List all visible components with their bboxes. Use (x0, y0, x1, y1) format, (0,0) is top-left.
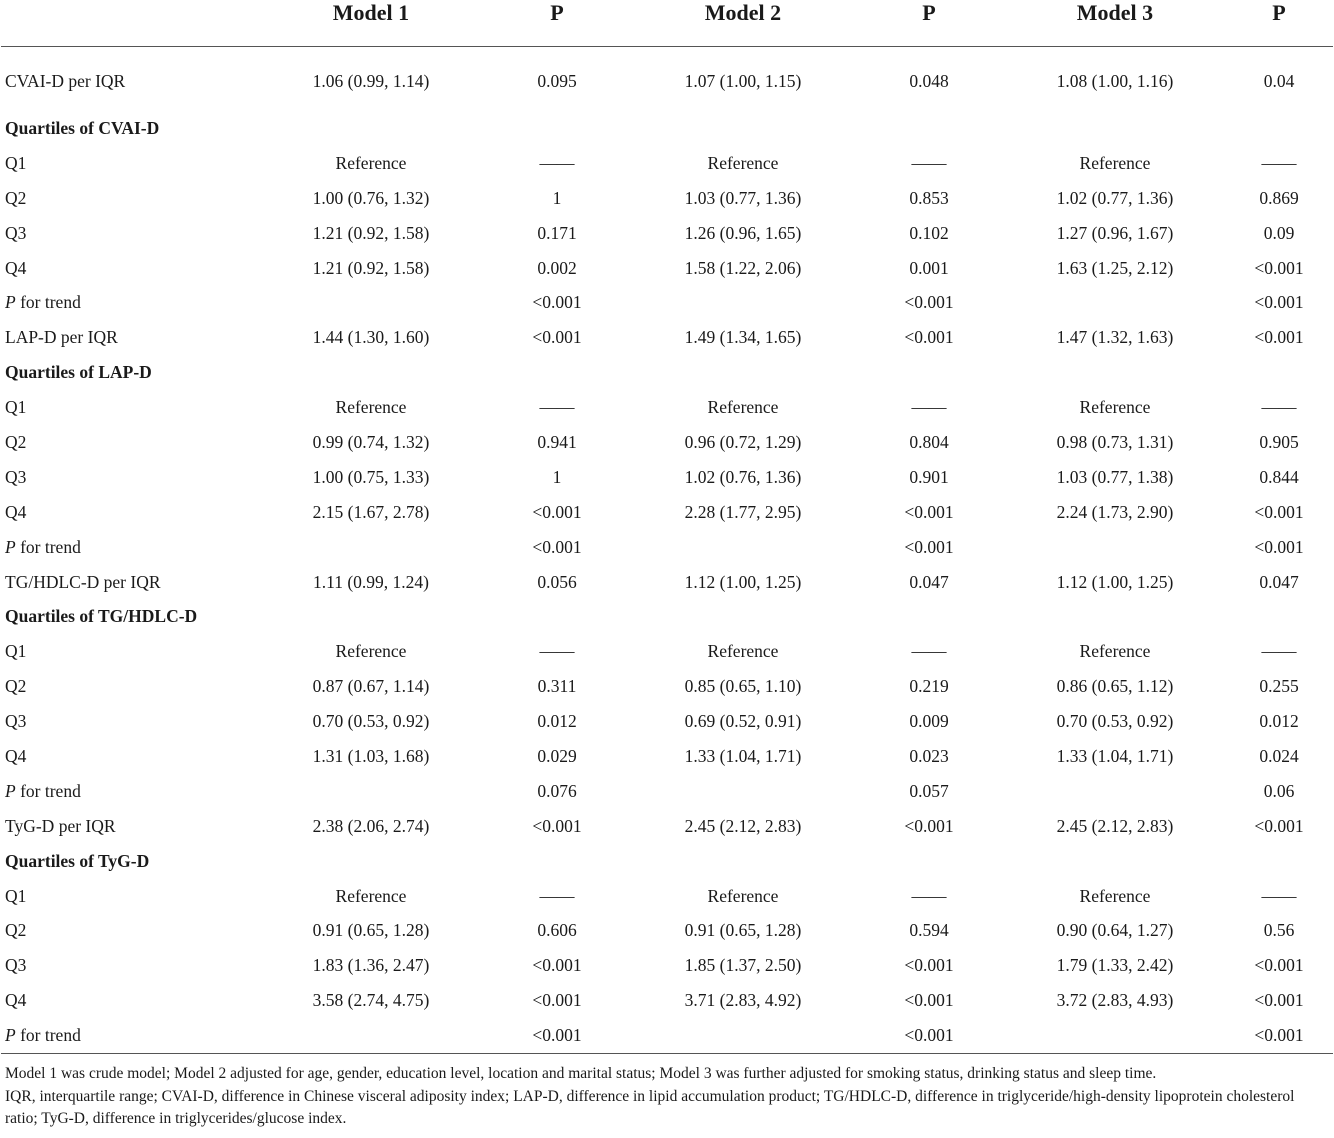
row-label: Q3 (5, 955, 27, 976)
cell-model-2-or: 0.96 (0.72, 1.29) (684, 431, 802, 452)
cell-model-3-p: 0.56 (1263, 920, 1295, 941)
cell-model-1-p: 0.311 (537, 676, 577, 697)
row-label-p: P (5, 780, 16, 801)
cell-model-3-p: <0.001 (1254, 536, 1304, 557)
cell-model-2-or: 1.03 (0.77, 1.36) (684, 187, 802, 208)
cell-model-2-or: Reference (707, 885, 779, 906)
trend-row (1, 530, 1333, 565)
cell-model-2-or: 1.49 (1.34, 1.65) (684, 327, 802, 348)
cell-model-3-p: <0.001 (1254, 990, 1304, 1011)
cell-model-1-or: Reference (335, 397, 407, 418)
cell-model-1-or: 0.87 (0.67, 1.14) (312, 676, 430, 697)
row-label (1, 285, 261, 320)
cell-model-3-p: —— (1261, 152, 1297, 173)
cell-model-2-or (633, 355, 853, 390)
cell-model-2-p: 0.853 (909, 187, 949, 208)
row-label: Quartiles of TG/HDLC-D (5, 606, 198, 627)
row-label: Q2 (5, 676, 27, 697)
cell-model-2-or: 1.33 (1.04, 1.71) (684, 745, 802, 766)
cell-model-2-p: 0.901 (909, 466, 949, 487)
row-label-text: for trend (15, 1025, 81, 1046)
trend-row (1, 774, 1333, 809)
cell-model-3-p: —— (1261, 641, 1297, 662)
cell-model-1-p: —— (539, 397, 575, 418)
cell-model-1-or (261, 285, 481, 320)
cell-model-3-p: 0.869 (1259, 187, 1299, 208)
row-label: TyG-D per IQR (5, 815, 116, 836)
cell-model-2-or: 1.02 (0.76, 1.36) (684, 466, 802, 487)
cell-model-2-or (633, 774, 853, 809)
cell-model-1-or: 1.21 (0.92, 1.58) (312, 222, 430, 243)
trend-row (1, 1018, 1333, 1053)
cell-model-2-p: 0.057 (909, 780, 949, 801)
cell-model-1-or: 1.44 (1.30, 1.60) (312, 327, 430, 348)
cell-model-3-p (1225, 355, 1333, 390)
cell-model-2-p (853, 844, 1005, 879)
header-model-2: Model 2 (633, 0, 853, 47)
cell-model-2-p: <0.001 (904, 292, 954, 313)
cell-model-3-or (1005, 285, 1225, 320)
cell-model-3-or: 1.03 (0.77, 1.38) (1056, 466, 1174, 487)
header-row (1, 0, 1333, 47)
cell-model-3-p: 0.905 (1259, 431, 1299, 452)
row-label-p: P (5, 536, 16, 557)
cell-model-3-p: <0.001 (1254, 955, 1304, 976)
cell-model-2-p: 0.048 (909, 70, 949, 91)
cell-model-2-p: <0.001 (904, 955, 954, 976)
cell-model-3-p: 0.047 (1259, 571, 1299, 592)
row-label: Q4 (5, 990, 27, 1011)
cell-model-2-p: —— (911, 152, 947, 173)
cell-model-3-p: 0.255 (1259, 676, 1299, 697)
row-label (1, 774, 261, 809)
cell-model-3-or: 1.08 (1.00, 1.16) (1056, 70, 1174, 91)
cell-model-3-or (1005, 1018, 1225, 1053)
row-label-text: for trend (15, 292, 81, 313)
cell-model-1-or: 1.06 (0.99, 1.14) (312, 70, 430, 91)
table-row (1, 460, 1333, 495)
cell-model-3-or (1005, 111, 1225, 146)
row-label: Q2 (5, 187, 27, 208)
cell-model-2-or (633, 844, 853, 879)
cell-model-3-or: 1.12 (1.00, 1.25) (1056, 571, 1174, 592)
header-p-3: P (1225, 0, 1333, 47)
row-label: Quartiles of CVAI-D (5, 117, 160, 138)
cell-model-3-p: 0.06 (1263, 780, 1295, 801)
cell-model-3-p: —— (1261, 885, 1297, 906)
cell-model-1-or: 1.21 (0.92, 1.58) (312, 257, 430, 278)
cell-model-1-p: 0.002 (537, 257, 577, 278)
cell-model-2-or (633, 285, 853, 320)
row-label (1, 1018, 261, 1053)
cell-model-1-p: 0.076 (537, 780, 577, 801)
cell-model-2-p: 0.047 (909, 571, 949, 592)
results-table (1, 0, 1333, 1054)
cell-model-2-or: 1.12 (1.00, 1.25) (684, 571, 802, 592)
footnote-abbreviations: IQR, interquartile range; CVAI-D, difference in Chinese visceral adiposity index; LAP-D, difference in lipid accumulation product; TG/HDLC-D, difference in triglyceride/high-density lipoprotein cholesterol ratio; TyG-D, difference in triglycerides/glucose index. (5, 1087, 1295, 1127)
table-row (1, 146, 1333, 181)
cell-model-3-or: Reference (1079, 397, 1151, 418)
row-label: Q1 (5, 885, 27, 906)
cell-model-2-or: 1.07 (1.00, 1.15) (684, 70, 802, 91)
cell-model-2-or: Reference (707, 641, 779, 662)
cell-model-1-p: <0.001 (532, 990, 582, 1011)
header-model-1: Model 1 (261, 0, 481, 47)
cell-model-1-or (261, 530, 481, 565)
cell-model-3-p (1225, 844, 1333, 879)
cell-model-3-p (1225, 111, 1333, 146)
row-label-p: P (5, 1025, 16, 1046)
cell-model-1-p: <0.001 (532, 501, 582, 522)
header-p-1: P (481, 0, 633, 47)
cell-model-3-p: 0.844 (1259, 466, 1299, 487)
cell-model-3-or (1005, 530, 1225, 565)
cell-model-2-or: 1.85 (1.37, 2.50) (684, 955, 802, 976)
cell-model-2-or: 3.71 (2.83, 4.92) (684, 990, 802, 1011)
cell-model-2-p: <0.001 (904, 327, 954, 348)
table-row (1, 879, 1333, 914)
table-row (1, 948, 1333, 983)
header-p-2: P (853, 0, 1005, 47)
cell-model-1-p (481, 111, 633, 146)
cell-model-1-p: —— (539, 885, 575, 906)
table-row (1, 809, 1333, 844)
cell-model-1-p: 0.056 (537, 571, 577, 592)
cell-model-3-or: 0.90 (0.64, 1.27) (1056, 920, 1174, 941)
cell-model-1-or: 1.00 (0.76, 1.32) (312, 187, 430, 208)
cell-model-1-or: Reference (335, 885, 407, 906)
cell-model-1-p: —— (539, 152, 575, 173)
cell-model-1-or: 1.00 (0.75, 1.33) (312, 466, 430, 487)
cell-model-1-p: <0.001 (532, 327, 582, 348)
row-label: Q4 (5, 257, 27, 278)
table-row (1, 47, 1333, 112)
header-label (1, 0, 261, 47)
cell-model-3-p (1225, 599, 1333, 634)
cell-model-1-or (261, 1018, 481, 1053)
cell-model-1-p: —— (539, 641, 575, 662)
cell-model-1-or: 0.99 (0.74, 1.32) (312, 431, 430, 452)
cell-model-1-or: 1.31 (1.03, 1.68) (312, 745, 430, 766)
cell-model-3-or: Reference (1079, 152, 1151, 173)
cell-model-2-p: <0.001 (904, 990, 954, 1011)
cell-model-2-p: 0.001 (909, 257, 949, 278)
cell-model-1-or: 0.70 (0.53, 0.92) (312, 711, 430, 732)
cell-model-1-p: 1 (552, 187, 562, 208)
cell-model-3-or: 1.47 (1.32, 1.63) (1056, 327, 1174, 348)
table-row (1, 913, 1333, 948)
cell-model-2-p (853, 599, 1005, 634)
table-row (1, 181, 1333, 216)
cell-model-1-or: 2.15 (1.67, 2.78) (312, 501, 430, 522)
cell-model-1-p: <0.001 (532, 815, 582, 836)
cell-model-1-or (261, 111, 481, 146)
cell-model-2-or (633, 599, 853, 634)
table-row (1, 983, 1333, 1018)
row-label-text: for trend (15, 780, 81, 801)
row-label: Q1 (5, 397, 27, 418)
cell-model-3-or: 0.70 (0.53, 0.92) (1056, 711, 1174, 732)
row-label: Q2 (5, 431, 27, 452)
cell-model-2-p: 0.009 (909, 711, 949, 732)
cell-model-1-p: 0.012 (537, 711, 577, 732)
cell-model-1-or: 1.11 (0.99, 1.24) (312, 571, 429, 592)
cell-model-2-or: 1.26 (0.96, 1.65) (684, 222, 802, 243)
cell-model-3-or: 1.79 (1.33, 2.42) (1056, 955, 1174, 976)
table-row (1, 425, 1333, 460)
cell-model-3-or: 2.45 (2.12, 2.83) (1056, 815, 1174, 836)
cell-model-2-or: 2.28 (1.77, 2.95) (684, 501, 802, 522)
cell-model-1-or: 1.83 (1.36, 2.47) (312, 955, 430, 976)
cell-model-2-or: 2.45 (2.12, 2.83) (684, 815, 802, 836)
section-row (1, 844, 1333, 879)
cell-model-2-p: <0.001 (904, 536, 954, 557)
cell-model-1-or (261, 355, 481, 390)
table-row (1, 495, 1333, 530)
trend-row (1, 285, 1333, 320)
cell-model-3-p: 0.04 (1263, 70, 1295, 91)
cell-model-1-p (481, 844, 633, 879)
cell-model-1-or (261, 844, 481, 879)
cell-model-1-p: <0.001 (532, 292, 582, 313)
cell-model-2-p (853, 355, 1005, 390)
cell-model-1-or: Reference (335, 641, 407, 662)
table-row (1, 704, 1333, 739)
cell-model-2-p: —— (911, 641, 947, 662)
table-row (1, 669, 1333, 704)
header-model-3: Model 3 (1005, 0, 1225, 47)
cell-model-1-p: 0.171 (537, 222, 577, 243)
table-row (1, 320, 1333, 355)
cell-model-1-p: 0.095 (537, 70, 577, 91)
cell-model-3-or (1005, 355, 1225, 390)
cell-model-2-or: Reference (707, 152, 779, 173)
section-row (1, 111, 1333, 146)
section-row (1, 599, 1333, 634)
cell-model-3-or: 2.24 (1.73, 2.90) (1056, 501, 1174, 522)
table-row (1, 634, 1333, 669)
row-label: LAP-D per IQR (5, 327, 118, 348)
cell-model-2-or: 0.69 (0.52, 0.91) (684, 711, 802, 732)
cell-model-2-or: 1.58 (1.22, 2.06) (684, 257, 802, 278)
cell-model-3-p: <0.001 (1254, 501, 1304, 522)
cell-model-1-p: 1 (552, 466, 562, 487)
cell-model-1-p (481, 355, 633, 390)
cell-model-2-p: —— (911, 397, 947, 418)
cell-model-1-p: <0.001 (532, 536, 582, 557)
table-footnote (5, 1063, 1330, 1131)
row-label: Quartiles of LAP-D (5, 362, 152, 383)
cell-model-3-or (1005, 599, 1225, 634)
cell-model-1-or: 2.38 (2.06, 2.74) (312, 815, 430, 836)
row-label: Q3 (5, 711, 27, 732)
cell-model-2-or (633, 1018, 853, 1053)
cell-model-1-or: 3.58 (2.74, 4.75) (312, 990, 430, 1011)
cell-model-3-p: <0.001 (1254, 327, 1304, 348)
cell-model-2-or: 0.85 (0.65, 1.10) (684, 676, 802, 697)
cell-model-1-or (261, 774, 481, 809)
row-label: Q2 (5, 920, 27, 941)
cell-model-3-p: <0.001 (1254, 257, 1304, 278)
cell-model-3-or (1005, 774, 1225, 809)
table-row (1, 390, 1333, 425)
table-row (1, 251, 1333, 286)
cell-model-2-or (633, 530, 853, 565)
table-body (1, 47, 1333, 1054)
cell-model-3-or: Reference (1079, 885, 1151, 906)
cell-model-2-p: 0.102 (909, 222, 949, 243)
cell-model-3-or: 1.33 (1.04, 1.71) (1056, 745, 1174, 766)
table-row (1, 216, 1333, 251)
cell-model-2-p (853, 111, 1005, 146)
cell-model-2-p: 0.023 (909, 745, 949, 766)
row-label: Q4 (5, 745, 27, 766)
cell-model-1-or: 0.91 (0.65, 1.28) (312, 920, 430, 941)
cell-model-1-or: Reference (335, 152, 407, 173)
cell-model-3-or: 1.63 (1.25, 2.12) (1056, 257, 1174, 278)
row-label (1, 530, 261, 565)
row-label: Q1 (5, 641, 27, 662)
cell-model-2-p: 0.219 (909, 676, 949, 697)
cell-model-1-or (261, 599, 481, 634)
cell-model-2-p: —— (911, 885, 947, 906)
footnote-models: Model 1 was crude model; Model 2 adjusted for age, gender, education level, location and marital status; Model 3 was further adjusted for smoking status, drinking status and sleep time. (5, 1065, 1157, 1082)
row-label: Q1 (5, 152, 27, 173)
cell-model-3-or (1005, 844, 1225, 879)
cell-model-3-or: 1.02 (0.77, 1.36) (1056, 187, 1174, 208)
row-label: Quartiles of TyG-D (5, 850, 150, 871)
cell-model-1-p: <0.001 (481, 1018, 633, 1053)
cell-model-3-or: 1.27 (0.96, 1.67) (1056, 222, 1174, 243)
cell-model-3-p: 0.012 (1259, 711, 1299, 732)
cell-model-2-or: Reference (707, 397, 779, 418)
row-label: Q3 (5, 466, 27, 487)
cell-model-3-p: <0.001 (1254, 292, 1304, 313)
cell-model-3-p: 0.09 (1263, 222, 1295, 243)
cell-model-2-or: 0.91 (0.65, 1.28) (684, 920, 802, 941)
cell-model-2-p: <0.001 (904, 815, 954, 836)
cell-model-1-p: 0.029 (537, 745, 577, 766)
cell-model-1-p: <0.001 (532, 955, 582, 976)
cell-model-3-or: Reference (1079, 641, 1151, 662)
row-label: CVAI-D per IQR (5, 70, 126, 91)
row-label: TG/HDLC-D per IQR (5, 571, 161, 592)
row-label-p: P (5, 292, 16, 313)
cell-model-3-p: —— (1261, 397, 1297, 418)
cell-model-3-or: 0.86 (0.65, 1.12) (1056, 676, 1174, 697)
table-row (1, 565, 1333, 600)
cell-model-3-or: 3.72 (2.83, 4.93) (1056, 990, 1174, 1011)
cell-model-2-p: <0.001 (904, 501, 954, 522)
row-label-text: for trend (15, 536, 81, 557)
cell-model-3-p: <0.001 (1254, 815, 1304, 836)
cell-model-2-p: 0.594 (909, 920, 949, 941)
cell-model-3-p: <0.001 (1225, 1018, 1333, 1053)
cell-model-3-or: 0.98 (0.73, 1.31) (1056, 431, 1174, 452)
cell-model-2-p: 0.804 (909, 431, 949, 452)
cell-model-3-p: 0.024 (1259, 745, 1299, 766)
cell-model-2-p: <0.001 (853, 1018, 1005, 1053)
cell-model-2-or (633, 111, 853, 146)
row-label: Q3 (5, 222, 27, 243)
row-label: Q4 (5, 501, 27, 522)
section-row (1, 355, 1333, 390)
cell-model-1-p: 0.606 (537, 920, 577, 941)
table-row (1, 739, 1333, 774)
cell-model-1-p (481, 599, 633, 634)
cell-model-1-p: 0.941 (537, 431, 577, 452)
